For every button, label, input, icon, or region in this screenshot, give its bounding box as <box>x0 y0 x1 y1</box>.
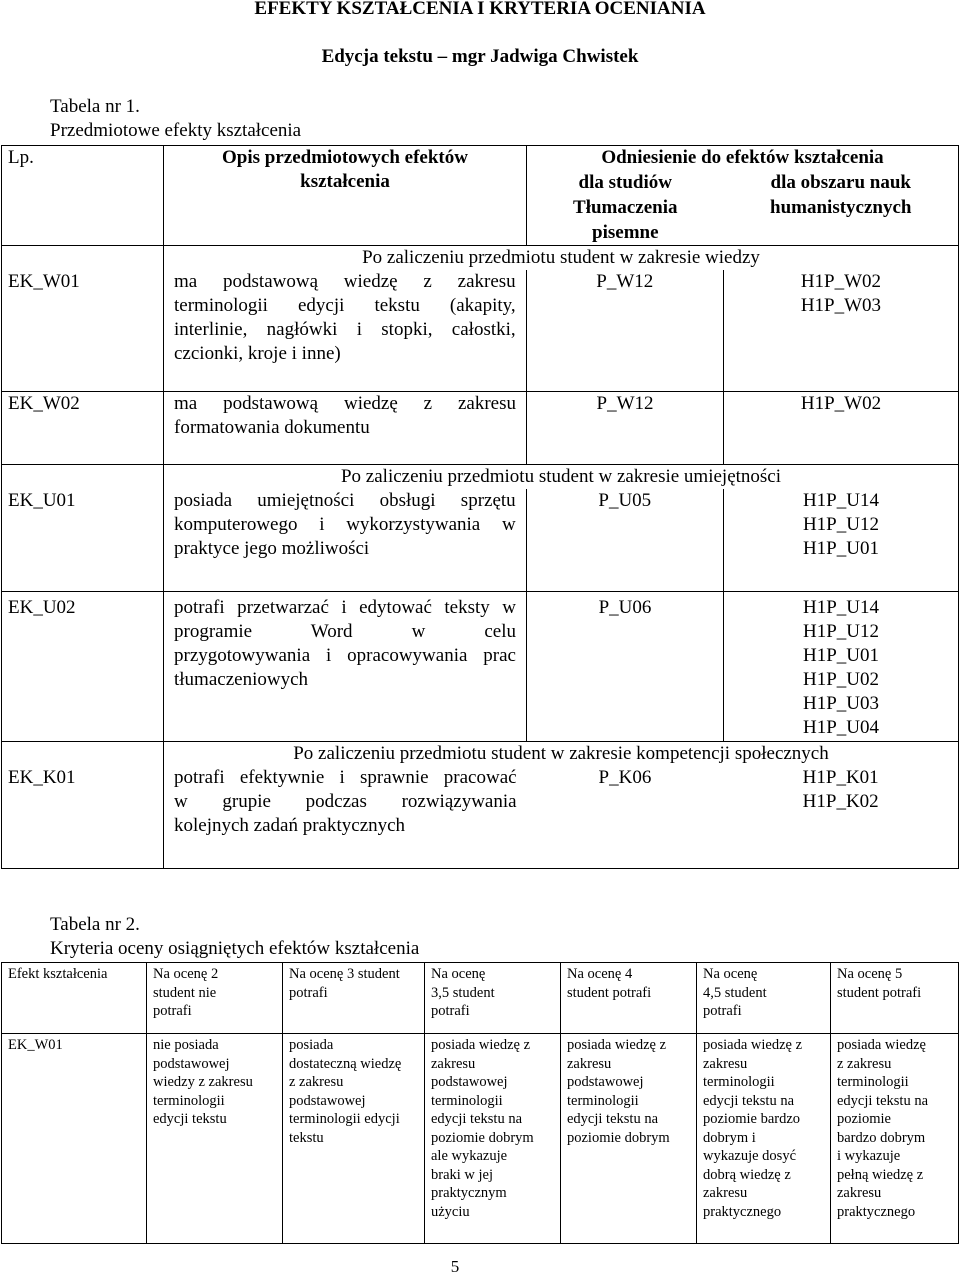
desc-line: potrafi przetwarzać i edytować teksty w <box>174 597 516 618</box>
table1-caption: Przedmiotowe efekty kształcenia <box>50 120 302 141</box>
row-study <box>526 270 723 391</box>
row-id <box>2 392 164 465</box>
grade-header-cell-line: Efekt kształcenia <box>8 966 108 982</box>
study-ref: P_K06 <box>598 767 652 788</box>
grade-criteria-cell-line: dobrą wiedzę z <box>703 1166 791 1183</box>
grade-header-cell-line: student potrafi <box>837 984 922 1001</box>
row-area <box>723 766 958 868</box>
row-id-text: EK_U01 <box>8 490 76 511</box>
area-ref: H1P_K01 <box>802 767 879 788</box>
grade-criteria-cell-line: i wykazuje <box>837 1148 901 1164</box>
header-studia-line: pisemne <box>592 222 659 243</box>
grade-header-cell <box>831 963 959 1034</box>
table-row <box>2 592 959 742</box>
grade-header-cell <box>283 963 425 1034</box>
grade-header-cell-line: 3,5 student <box>431 984 495 1001</box>
row-desc <box>164 489 526 591</box>
area-ref: H1P_U12 <box>802 621 879 642</box>
grade-header-cell-line: potrafi <box>289 984 328 1001</box>
grade-criteria-cell-line: terminologii <box>703 1074 775 1090</box>
grade-criteria-cell-line: praktycznego <box>837 1203 916 1220</box>
grading-criteria-table <box>1 962 959 1244</box>
area-ref: H1P_U14 <box>802 490 879 511</box>
row-id <box>2 592 164 742</box>
row-area <box>724 592 959 742</box>
header-studia <box>527 170 724 245</box>
grade-criteria-cell-line: edycji tekstu na <box>703 1092 795 1109</box>
row-id-text: EK_K01 <box>8 767 76 788</box>
area-ref: H1P_K02 <box>802 791 879 812</box>
row-area <box>723 270 958 391</box>
grade-criteria-cell-line: wykazuje dosyć <box>703 1148 797 1164</box>
desc-line: praktyce jego możliwości <box>174 538 370 559</box>
desc-line: przygotowywania i opracowywania prac <box>174 645 516 666</box>
grade-criteria-cell <box>697 1034 831 1244</box>
row-id <box>2 742 164 869</box>
grade-criteria-cell <box>283 1034 425 1244</box>
document-title: EFEKTY KSZTAŁCENIA I KRYTERIA OCENIANIA <box>254 0 706 19</box>
grade-criteria-cell-line: edycji tekstu na <box>837 1092 929 1109</box>
grade-criteria-cell <box>2 1034 147 1244</box>
grade-criteria-cell-line: dobrym i <box>703 1129 756 1146</box>
table-row <box>2 246 959 392</box>
row-body <box>164 766 958 868</box>
area-ref: H1P_U01 <box>802 538 879 559</box>
row-study <box>527 766 724 868</box>
desc-line: interlinie, nagłówki i stopki, całostki, <box>174 319 516 340</box>
desc-line: terminologii edycji tekstu (akapity, <box>174 295 516 316</box>
row-id <box>2 246 164 392</box>
row-id-text: EK_W01 <box>8 271 80 292</box>
grade-criteria-cell-line: posiada wiedzę z <box>567 1037 667 1053</box>
grade-criteria-cell-line: terminologii <box>431 1092 503 1109</box>
desc-line: w grupie podczas rozwiązywania <box>174 791 517 812</box>
grade-criteria-cell-line: poziomie <box>837 1111 891 1127</box>
grade-criteria-cell-line: terminologii <box>567 1092 639 1109</box>
grade-header-cell <box>147 963 283 1034</box>
row-id-text: EK_U02 <box>8 597 76 618</box>
row-desc <box>164 270 526 391</box>
section-kompetencje-cell <box>164 742 959 869</box>
desc-line: formatowania dokumentu <box>174 417 370 438</box>
area-ref: H1P_U12 <box>802 514 879 535</box>
grade-criteria-cell-line: pełną wiedzę z <box>837 1166 924 1183</box>
row-id-text: EK_W02 <box>8 393 80 414</box>
header-odniesienie-title: Odniesienie do efektów kształcenia <box>601 147 884 168</box>
grade-header-cell-line: Na ocenę <box>703 966 758 982</box>
grade-criteria-cell-line: edycji tekstu <box>153 1111 227 1127</box>
desc-line: czcionki, kroje i inne) <box>174 343 341 364</box>
study-ref: P_U06 <box>598 597 652 618</box>
grade-criteria-cell-line: podstawowej <box>567 1074 644 1090</box>
table2-label: Tabela nr 2. <box>50 914 140 935</box>
header-lp-text: Lp. <box>8 147 34 168</box>
grade-criteria-cell-line: tekstu <box>289 1129 324 1146</box>
grade-header-cell <box>2 963 147 1034</box>
grade-criteria-cell-line: wiedzy z zakresu <box>153 1074 253 1090</box>
grade-criteria-cell-line: ale wykazuje <box>431 1148 508 1164</box>
row-study <box>527 592 724 742</box>
grade-criteria-cell <box>147 1034 283 1244</box>
grade-criteria-cell-line: terminologii edycji <box>289 1111 400 1127</box>
grade-header-cell <box>425 963 561 1034</box>
desc-line: programie Word w celu <box>174 621 516 642</box>
grade-criteria-cell-line: zakresu <box>703 1185 748 1201</box>
grade-header-cell <box>697 963 831 1034</box>
section-wiedza: Po zaliczeniu przedmiotu student w zakresie wiedzy <box>362 247 760 268</box>
table-row <box>2 465 959 592</box>
desc-line: kolejnych zadań praktycznych <box>174 815 406 836</box>
grade-criteria-cell <box>831 1034 959 1244</box>
section-kompetencje: Po zaliczeniu przedmiotu student w zakresie kompetencji społecznych <box>293 743 829 764</box>
grade-criteria-cell-line: terminologii <box>837 1074 909 1090</box>
grade-criteria-cell-line: bardzo dobrym <box>837 1129 926 1146</box>
table-row <box>2 392 959 465</box>
header-odniesienie <box>527 146 959 246</box>
area-ref: H1P_U04 <box>802 717 879 738</box>
grade-criteria-cell-line: użyciu <box>431 1203 470 1220</box>
area-ref: H1P_W03 <box>800 295 882 316</box>
document-subtitle: Edycja tekstu – mgr Jadwiga Chwistek <box>321 46 639 67</box>
section-wiedza-cell <box>164 246 959 392</box>
row-area <box>723 489 958 591</box>
header-opis-line: Opis przedmiotowych efektów <box>222 147 468 168</box>
desc-line: ma podstawową wiedzę z zakresu <box>174 271 516 292</box>
grade-header-cell-line: Na ocenę 2 <box>153 966 219 982</box>
row-desc <box>164 392 527 465</box>
grade-header-cell-line: 4,5 student <box>703 984 767 1001</box>
row-id <box>2 465 164 592</box>
page-number: 5 <box>450 1257 460 1276</box>
desc-line: komputerowego i wykorzystywania w <box>174 514 516 535</box>
grade-criteria-cell <box>561 1034 697 1244</box>
grade-criteria-cell-line: podstawowej <box>153 1055 230 1072</box>
grade-criteria-cell <box>425 1034 561 1244</box>
grade-criteria-cell-line: posiada wiedzę z <box>431 1037 531 1053</box>
header-opis <box>164 146 527 246</box>
table-row <box>2 1034 959 1244</box>
grade-criteria-cell-line: edycji tekstu na <box>431 1111 523 1127</box>
study-ref: P_U05 <box>598 490 652 511</box>
grade-header-cell-line: potrafi <box>431 1003 470 1019</box>
table-header-row <box>2 146 959 246</box>
grade-criteria-cell-line: braki w jej <box>431 1166 494 1183</box>
row-study <box>526 489 723 591</box>
grade-criteria-cell-line: zakresu <box>431 1055 476 1072</box>
header-studia-line: dla studiów <box>578 172 672 193</box>
header-opis-line: kształcenia <box>300 171 390 192</box>
grade-header-cell-line: potrafi <box>703 1003 742 1019</box>
area-ref: H1P_U02 <box>802 669 879 690</box>
section-umiejetnosci-cell <box>164 465 959 592</box>
table2-caption: Kryteria oceny osiągniętych efektów kształcenia <box>50 938 420 959</box>
area-ref: H1P_U03 <box>802 693 879 714</box>
table1-label: Tabela nr 1. <box>50 96 140 117</box>
row-study <box>527 392 724 465</box>
header-obszar-line: dla obszaru nauk <box>770 172 911 193</box>
row-body <box>164 489 958 591</box>
grade-criteria-cell-line: zakresu <box>837 1185 882 1201</box>
area-ref: H1P_W02 <box>800 271 882 292</box>
header-obszar <box>724 170 958 245</box>
learning-outcomes-table <box>1 145 959 869</box>
grade-criteria-cell-line: posiada <box>289 1037 334 1053</box>
section-umiejetnosci: Po zaliczeniu przedmiotu student w zakresie umiejętności <box>340 466 782 487</box>
grade-criteria-cell-line: z zakresu <box>289 1074 344 1090</box>
desc-line: posiada umiejętności obsługi sprzętu <box>174 490 516 511</box>
row-desc <box>164 592 527 742</box>
row-desc <box>164 766 527 868</box>
grade-header-cell-line: Na ocenę <box>431 966 486 982</box>
area-ref: H1P_U14 <box>802 597 879 618</box>
study-ref: P_W12 <box>596 393 654 414</box>
grade-header-cell <box>561 963 697 1034</box>
grade-criteria-cell-line: zakresu <box>703 1055 748 1072</box>
grade-criteria-cell-line: posiada wiedzę <box>837 1037 926 1053</box>
desc-line: tłumaczeniowych <box>174 669 309 690</box>
grade-criteria-cell-line: podstawowej <box>431 1074 508 1090</box>
area-ref: H1P_W02 <box>800 393 882 414</box>
header-lp <box>2 146 164 246</box>
header-obszar-line: humanistycznych <box>770 197 912 218</box>
grade-header-cell-line: Na ocenę 3 student <box>289 966 400 982</box>
grade-criteria-cell-line: z zakresu <box>837 1055 892 1072</box>
grade-criteria-cell-line: poziomie bardzo <box>703 1111 801 1127</box>
grade-criteria-cell-line: posiada wiedzę z <box>703 1037 803 1053</box>
grade-header-cell-line: student potrafi <box>567 984 652 1001</box>
grade-criteria-cell-line: EK_W01 <box>8 1037 63 1053</box>
desc-line: ma podstawową wiedzę z zakresu <box>174 393 516 414</box>
desc-line: potrafi efektywnie i sprawnie pracować <box>174 767 517 788</box>
grade-header-cell-line: student nie <box>153 984 217 1001</box>
grade-criteria-cell-line: terminologii <box>153 1092 225 1109</box>
table-header-row <box>2 963 959 1034</box>
grade-criteria-cell-line: zakresu <box>567 1055 612 1072</box>
grade-criteria-cell-line: praktycznego <box>703 1203 782 1220</box>
grade-header-cell-line: Na ocenę 4 <box>567 966 633 982</box>
grade-criteria-cell-line: edycji tekstu na <box>567 1111 659 1127</box>
area-ref: H1P_U01 <box>802 645 879 666</box>
header-odniesienie-sub <box>527 170 958 245</box>
grade-criteria-cell-line: dostateczną wiedzę <box>289 1055 402 1072</box>
grade-header-cell-line: Na ocenę 5 <box>837 966 903 982</box>
row-body <box>164 270 958 391</box>
row-area <box>724 392 959 465</box>
grade-criteria-cell-line: praktycznym <box>431 1185 507 1201</box>
header-studia-line: Tłumaczenia <box>573 197 678 218</box>
grade-criteria-cell-line: poziomie dobrym <box>567 1129 670 1146</box>
grade-criteria-cell-line: nie posiada <box>153 1037 219 1053</box>
grade-criteria-cell-line: podstawowej <box>289 1092 366 1109</box>
grade-criteria-cell-line: poziomie dobrym <box>431 1129 534 1146</box>
grade-header-cell-line: potrafi <box>153 1003 192 1019</box>
study-ref: P_W12 <box>596 271 654 292</box>
table-row <box>2 742 959 869</box>
